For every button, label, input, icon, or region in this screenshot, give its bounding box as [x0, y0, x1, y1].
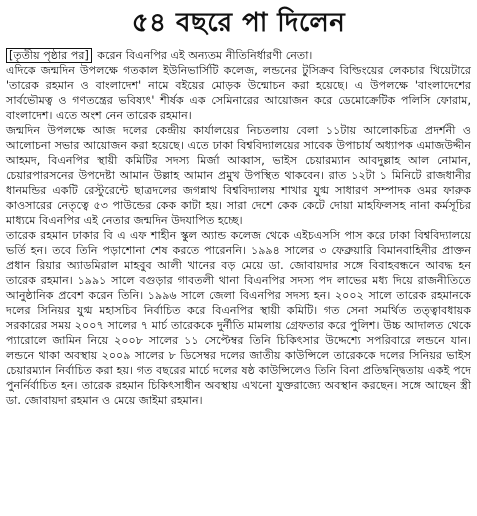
article-paragraph-4: তারেক রহমান ঢাকার বি এ এফ শাহীন স্কুল অ্যান্ড কলেজ থেকে এইচএসসি পাস করে ঢাকা বিশ্ববিদ্যালয়ে ভর্তি হন। তবে তিনি পড়াশোনা শেষ করতে পারেননি। ১৯৯৪ সালের ৩ ফেব্রুয়ারি বিমানবাহিনীর প্রাক্তন প্রধান রিয়ার অ্যাডমিরাল মাহবুব আলী খানের বড় মেয়ে ডা. জোবায়দার সঙ্গে বিবাহবন্ধনে আবদ্ধ হন তারেক রহমান। ১৯৯১ সালে বগুড়ার গাবতলী থানা বিএনপির সদস্য পদ লাভের মধ্য দিয়ে রাজনীতিতে আনুষ্ঠানিক প্রবেশ করেন তিনি। ১৯৯৬ সালে জেলা বিএনপির সদস্য হন। ২০০২ সালে তারেক রহমানকে দলের সিনিয়র যুগ্ম মহাসচিব নির্বাচিত করে বিএনপির স্থায়ী কমিটি। গত সেনা সমর্থিত তত্ত্বাবধায়ক সরকারের সময় ২০০৭ সালের ৭ মার্চ তারেককে দুর্নীতি মামলায় গ্রেফতার করে পুলিশ। উচ্চ আদালত থেকে প্যারোলে জামিন নিয়ে ২০০৮ সালের ১১ সেপ্টেম্বর তিনি চিকিৎসার উদ্দেশ্যে সপরিবারে লন্ডনে যান। লন্ডনে থাকা অবস্থায় ২০০৯ সালের ৮ ডিসেম্বর দলের জাতীয় কাউন্সিলে তারেককে দলের সিনিয়র ভাইস চেয়ারম্যান নির্বাচিত করা হয়। গত বছরের মার্চে দলের ষষ্ঠ কাউন্সিলেও তিনি বিনা প্রতিদ্বন্দ্বিতায় একই পদে পুনর্নির্বাচিত হন। তারেক রহমান চিকিৎসাধীন অবস্থায় এখনো যুক্তরাজ্যে অবস্থান করছেন। সঙ্গে আছেন স্ত্রী ডা. জোবায়দা রহমান ও মেয়ে জাইমা রহমান।: [6, 229, 471, 407]
article-body: [6, 48, 471, 408]
headline: ৫৪ বছরে পা দিলেন: [131, 8, 346, 38]
article-paragraph-2: এদিকে জন্মদিন উপলক্ষে গতকাল ইউনিভার্সিটি কলেজ, লন্ডনের টুসিক্রব বিল্ডিংয়ের লেকচার থিয়েটারে 'তারেক রহমান ও বাংলাদেশ' নামে বইয়ের মোড়ক উন্মোচন করা হয়েছে। এ উপলক্ষে 'বাংলাদেশের সার্বভৌমত্ব ও গণতন্ত্রের ভবিষ্যৎ' শীর্ষক এক সেমিনারের আয়োজন করে ডেমোক্রেটিক পলিসি ফোরাম, বাংলাদেশ। এতে অংশ নেন তারেক রহমান।: [6, 64, 471, 122]
article-paragraph-1: [6, 48, 471, 63]
article-paragraph-3: জন্মদিন উপলক্ষে আজ দলের কেন্দ্রীয় কার্যালয়ের নিচতলায় বেলা ১১টায় আলোকচিত্র প্রদর্শনী ও আলোচনা সভার আয়োজন করা হয়েছে। এতে ঢাকা বিশ্ববিদ্যালয়ের সাবেক উপাচার্য অধ্যাপক এমাজউদ্দীন আহমদ, বিএনপির স্থায়ী কমিটির সদস্য মির্জা আব্বাস, ভাইস চেয়ারম্যান আবদুল্লাহ আল নোমান, চেয়ারপারসনের উপদেষ্টা আমান উল্লাহ আমান প্রমুখ উপস্থিত থাকবেন। রাত ১২টা ১ মিনিটে রাজধানীর ধানমন্ডির একটি রেস্টুরেন্টে ছাত্রদলের জগন্নাথ বিশ্ববিদ্যালয় শাখার যুগ্ম সাধারণ সম্পাদক ওমর ফারুক কাওসারের নেতৃত্বে ৫৩ পাউন্ডের কেক কাটা হয়। সারা দেশে কেক কেটে দোয়া মাহফিলসহ নানা কর্মসূচির মাধ্যমে বিএনপির এই নেতার জন্মদিন উদযাপিত হচ্ছে।: [6, 124, 471, 227]
continuation-label: [তৃতীয় পৃষ্ঠার পর]: [6, 48, 92, 63]
paragraph-1-text: করেন বিএনপির এই অন্যতম নীতিনির্ধারণী নেতা।: [93, 49, 313, 62]
